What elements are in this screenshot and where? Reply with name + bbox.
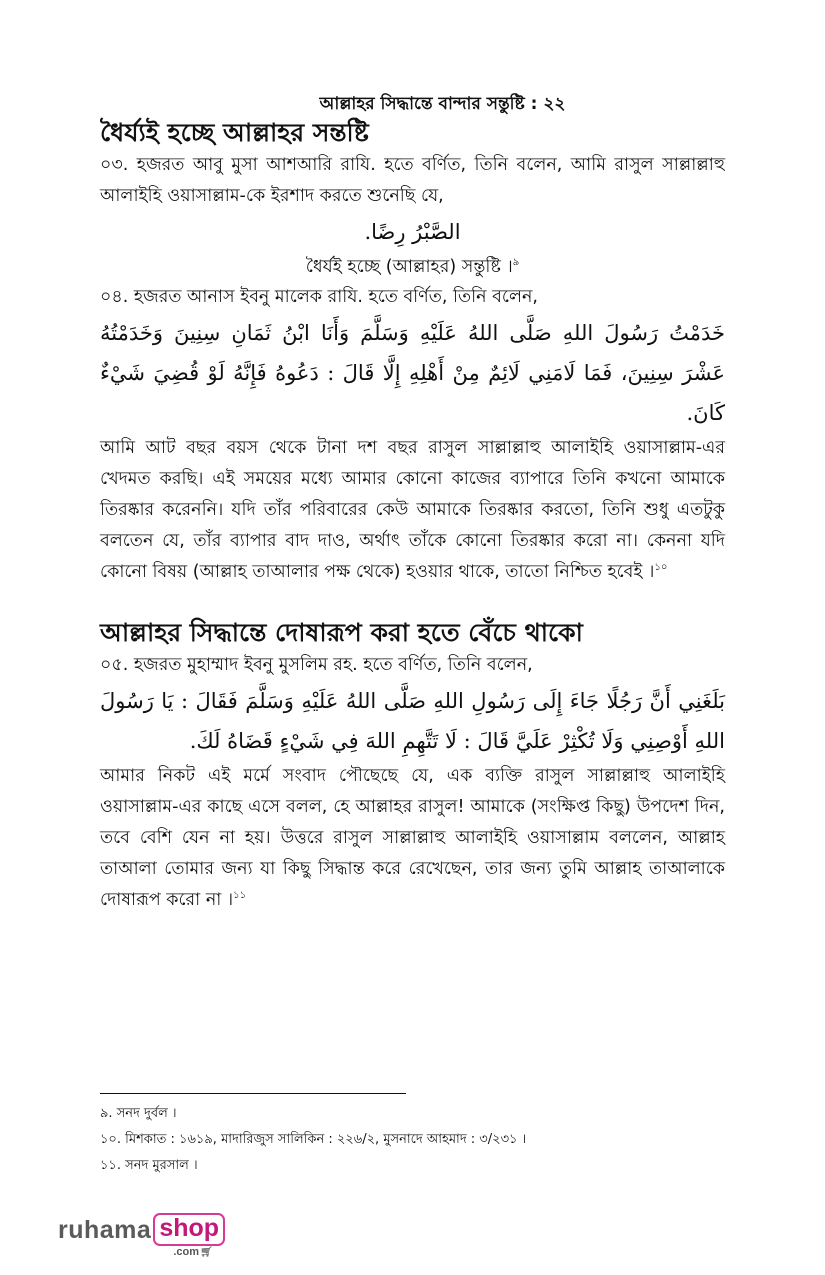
- footnote-11: ১১. সনদ মুরসাল ।: [100, 1158, 198, 1173]
- logo-text-ruhama: ruhama: [58, 1216, 152, 1244]
- cart-icon: 🛒︎: [200, 1247, 213, 1258]
- hadith-03-translation-line: [100, 252, 725, 282]
- hadith-05-intro: ০৫. হজরত মুহাম্মাদ ইবনু মুসলিম রহ. হতে বর্ণিত, তিনি বলেন,: [100, 655, 533, 675]
- section-title-patience: ধৈর্য্যই হচ্ছে আল্লাহর সন্তষ্টি: [100, 118, 369, 147]
- section-title-blame: আল্লাহর সিদ্ধান্তে দোষারূপ করা হতে বেঁচে থাকো: [100, 618, 583, 647]
- hadith-05-arabic: بَلَغَنِي أَنَّ رَجُلًا جَاءَ إِلَى رَسُولِ اللهِ صَلَّى اللهُ عَلَيْهِ وَسَلَّمَ فَقَالَ : يَا رَسُولَ اللهِ أَوْصِنِي وَلَا تُكْثِرْ عَلَيَّ قَالَ : لَا تَتَّهِمِ اللهَ فِي شَيْءٍ قَضَاهُ لَكَ.: [100, 689, 725, 753]
- logo-domain: [173, 1246, 212, 1259]
- hadith-03-translation: ধৈর্যই হচ্ছে (আল্লাহর) সন্তুষ্টি ।: [305, 257, 513, 277]
- footnote-ref-10[interactable]: ১০: [654, 562, 668, 574]
- footnotes: [100, 1101, 700, 1179]
- hadith-03-intro: ০৩. হজরত আবু মুসা আশআরি রাযি. হতে বর্ণিত, তিনি বলেন, আমি রাসুল সাল্লাল্লাহু আলাইহি ওয়াসাল্লাম-কে ইরশাদ করতে শুনেছি যে,: [100, 155, 725, 206]
- hadith-04-arabic: خَدَمْتُ رَسُولَ اللهِ صَلَّى اللهُ عَلَيْهِ وَسَلَّمَ وَأَنَا ابْنُ ثَمَانِ سِنِينَ وَخَدَمْتُهُ عَشْرَ سِنِينَ، فَمَا لَامَنِي لَائِمٌ مِنْ أَهْلِهِ إِلَّا قَالَ : دَعُوهُ فَإِنَّهُ لَوْ قُضِيَ شَيْءٌ كَانَ.: [100, 321, 725, 425]
- hadith-05-translation-paragraph: [100, 761, 725, 916]
- footnote-9: ৯. সনদ দুর্বল ।: [100, 1106, 177, 1121]
- ruhamashop-logo: [58, 1213, 225, 1258]
- logo-text-com: .com: [173, 1246, 199, 1258]
- hadith-04-translation: আমি আট বছর বয়স থেকে টানা দশ বছর রাসুল সাল্লাল্লাহু আলাইহি ওয়াসাল্লাম-এর খেদমত করছি। এই সময়ের মধ্যে আমার কোনো কাজের ব্যাপারে তিনি কখনো আমাকে তিরষ্কার করেননি। যদি তাঁর পরিবারের কেউ আমাকে তিরষ্কার করতো, তিনি শুধু এতটুকু বলতেন যে, তাঁর ব্যাপার বাদ দাও, অর্থাৎ তাঁকে কোনো তিরষ্কার করো না। কেননা যদি কোনো বিষয় (আল্লাহ তাআলার পক্ষ থেকে) হওয়ার থাকে, তাতো নিশ্চিত হবেই ।: [100, 438, 725, 582]
- hadith-04-intro: ০৪. হজরত আনাস ইবনু মালেক রাযি. হতে বর্ণিত, তিনি বলেন,: [100, 287, 538, 307]
- logo-text-shop: shop: [153, 1213, 225, 1246]
- logo-shop-badge: [153, 1213, 225, 1258]
- hadith-05-translation: আমার নিকট এই মর্মে সংবাদ পৌছেছে যে, এক ব্যক্তি রাসুল সাল্লাল্লাহু আলাইহি ওয়াসাল্লাম-এর কাছে এসে বলল, হে আল্লাহর রাসুল! আমাকে (সংক্ষিপ্ত কিছু) উপদেশ দিন, তবে বেশি যেন না হয়। উত্তরে রাসুল সাল্লাল্লাহু আলাইহি ওয়াসাল্লাম বললেন, আল্লাহ তাআলা তোমার জন্য যা কিছু সিদ্ধান্ত করে রেখেছেন, তার জন্য তুমি আল্লাহ তাআলাকে দোষারূপ করো না ।: [100, 766, 725, 910]
- hadith-03-arabic: الصَّبْرُ رِضًا.: [364, 220, 461, 244]
- section-gap: [100, 588, 725, 616]
- footnote-ref-11[interactable]: ১১: [233, 890, 247, 902]
- footnote-10: ১০. মিশকাত : ১৬১৯, মাদারিজুস সালিকিন : ২২৬/২, মুসনাদে আহমাদ : ৩/২৩১ ।: [100, 1132, 527, 1147]
- page-body: [100, 92, 725, 916]
- footnote-divider: [100, 1093, 406, 1094]
- hadith-04-translation-paragraph: [100, 433, 725, 588]
- running-head: আল্লাহর সিদ্ধান্তে বান্দার সন্তুষ্টি : ২২: [319, 94, 566, 114]
- footnote-ref-9[interactable]: ৯: [512, 257, 520, 269]
